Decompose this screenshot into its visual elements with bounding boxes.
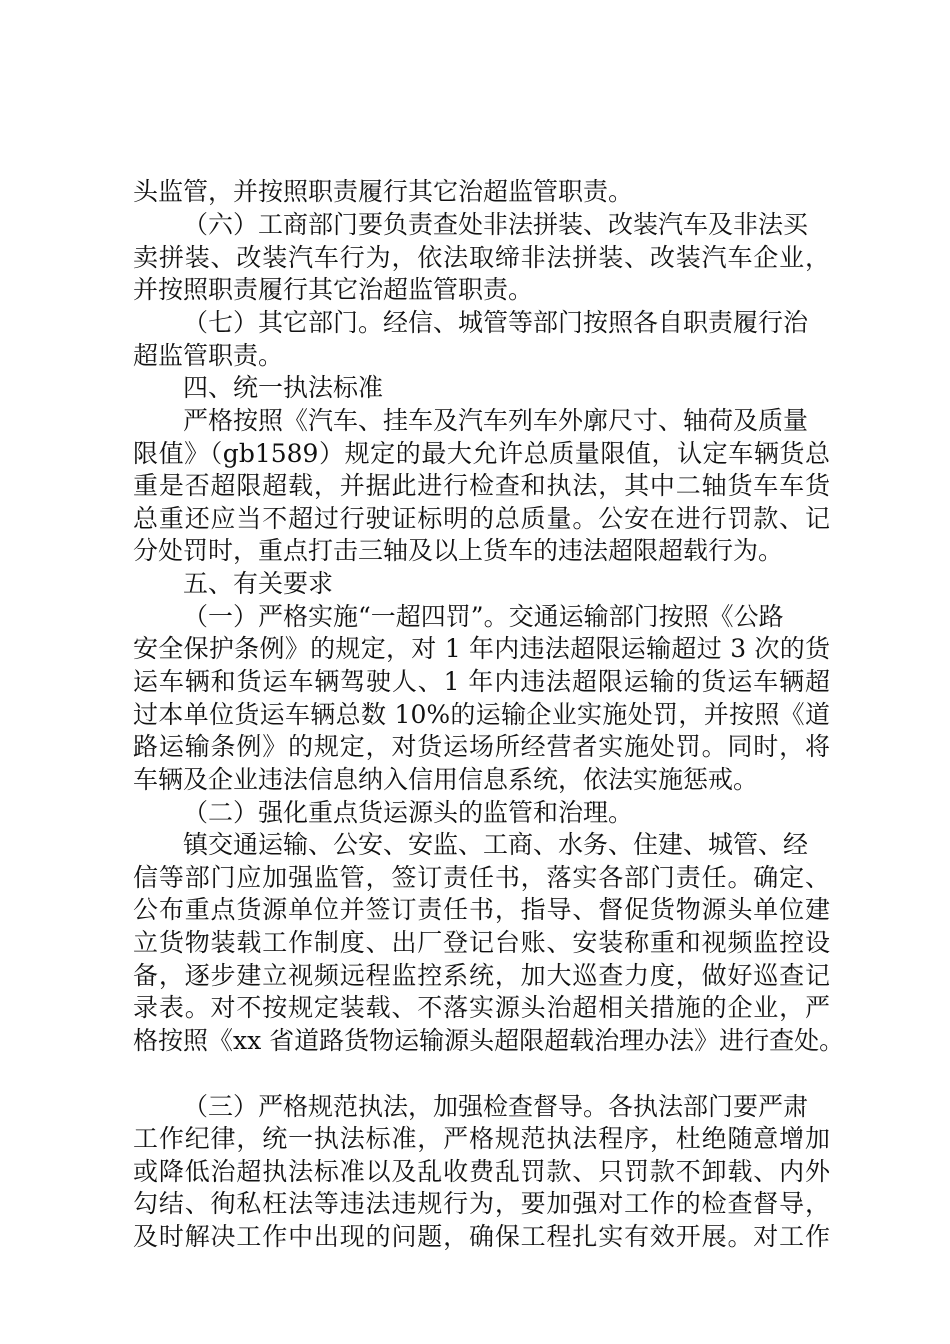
text-line: 重是否超限超载，并据此进行检查和执法，其中二轴货车车货 xyxy=(133,471,830,500)
text-line: 卖拼装、改装汽车行为，依法取缔非法拼装、改装汽车企业， xyxy=(133,243,830,272)
text-line: 公布重点货源单位并签订责任书，指导、督促货物源头单位建 xyxy=(133,895,830,924)
text-line: 分处罚时，重点打击三轴及以上货车的违法超限超载行为。 xyxy=(133,536,784,565)
text-line: 立货物装载工作制度、出厂登记台账、安装称重和视频监控设 xyxy=(133,928,830,957)
text-line: 工作纪律，统一执法标准，严格规范执法程序，杜绝随意增加 xyxy=(133,1124,830,1153)
text-line: 及时解决工作中出现的问题，确保工程扎实有效开展。对工作 xyxy=(133,1222,830,1251)
paragraph-three-start: （三）严格规范执法，加强检查督导。各执法部门要严肃 xyxy=(183,1092,809,1121)
text-line: 或降低治超执法标准以及乱收费乱罚款、只罚款不卸载、内外 xyxy=(133,1157,830,1186)
section-heading-five: 五、有关要求 xyxy=(183,569,334,598)
paragraph-seven-start: （七）其它部门。经信、城管等部门按照各自职责履行治 xyxy=(183,308,809,337)
section-heading-four: 四、统一执法标准 xyxy=(183,373,384,402)
text-line: 录表。对不按规定装载、不落实源头治超相关措施的企业，严 xyxy=(133,993,830,1022)
text-line: 头监管，并按照职责履行其它治超监管职责。 xyxy=(133,177,634,206)
paragraph-two-heading: （二）强化重点货运源头的监管和治理。 xyxy=(183,798,634,827)
paragraph-source-start: 镇交通运输、公安、安监、工商、水务、住建、城管、经 xyxy=(183,830,809,859)
paragraph-six-start: （六）工商部门要负责查处非法拼装、改装汽车及非法买 xyxy=(183,210,809,239)
text-line: 限值》（gb1589）规定的最大允许总质量限值，认定车辆货总 xyxy=(133,439,830,468)
text-line: 超监管职责。 xyxy=(133,341,284,370)
text-line: 总重还应当不超过行驶证标明的总质量。公安在进行罚款、记 xyxy=(133,504,830,533)
text-line: 并按照职责履行其它治超监管职责。 xyxy=(133,275,534,304)
text-line: 路运输条例》的规定，对货运场所经营者实施处罚。同时，将 xyxy=(133,732,830,761)
text-line: 信等部门应加强监管，签订责任书，落实各部门责任。确定、 xyxy=(133,863,830,892)
text-line: 格按照《xx 省道路货物运输源头超限超载治理办法》进行查处。 xyxy=(133,1026,845,1055)
paragraph-one-start: （一）严格实施“一超四罚”。交通运输部门按照《公路 xyxy=(183,602,784,631)
text-line: 勾结、徇私枉法等违法违规行为，要加强对工作的检查督导， xyxy=(133,1189,830,1218)
text-line: 车辆及企业违法信息纳入信用信息系统，依法实施惩戒。 xyxy=(133,765,759,794)
text-line: 备，逐步建立视频远程监控系统，加大巡查力度，做好巡查记 xyxy=(133,961,830,990)
text-line: 运车辆和货运车辆驾驶人、1 年内违法超限运输的货运车辆超 xyxy=(133,667,830,696)
text-line: 安全保护条例》的规定，对 1 年内违法超限运输超过 3 次的货 xyxy=(133,634,830,663)
paragraph-standard-start: 严格按照《汽车、挂车及汽车列车外廓尺寸、轴荷及质量 xyxy=(183,406,809,435)
text-line: 过本单位货运车辆总数 10%的运输企业实施处罚，并按照《道 xyxy=(133,700,830,729)
